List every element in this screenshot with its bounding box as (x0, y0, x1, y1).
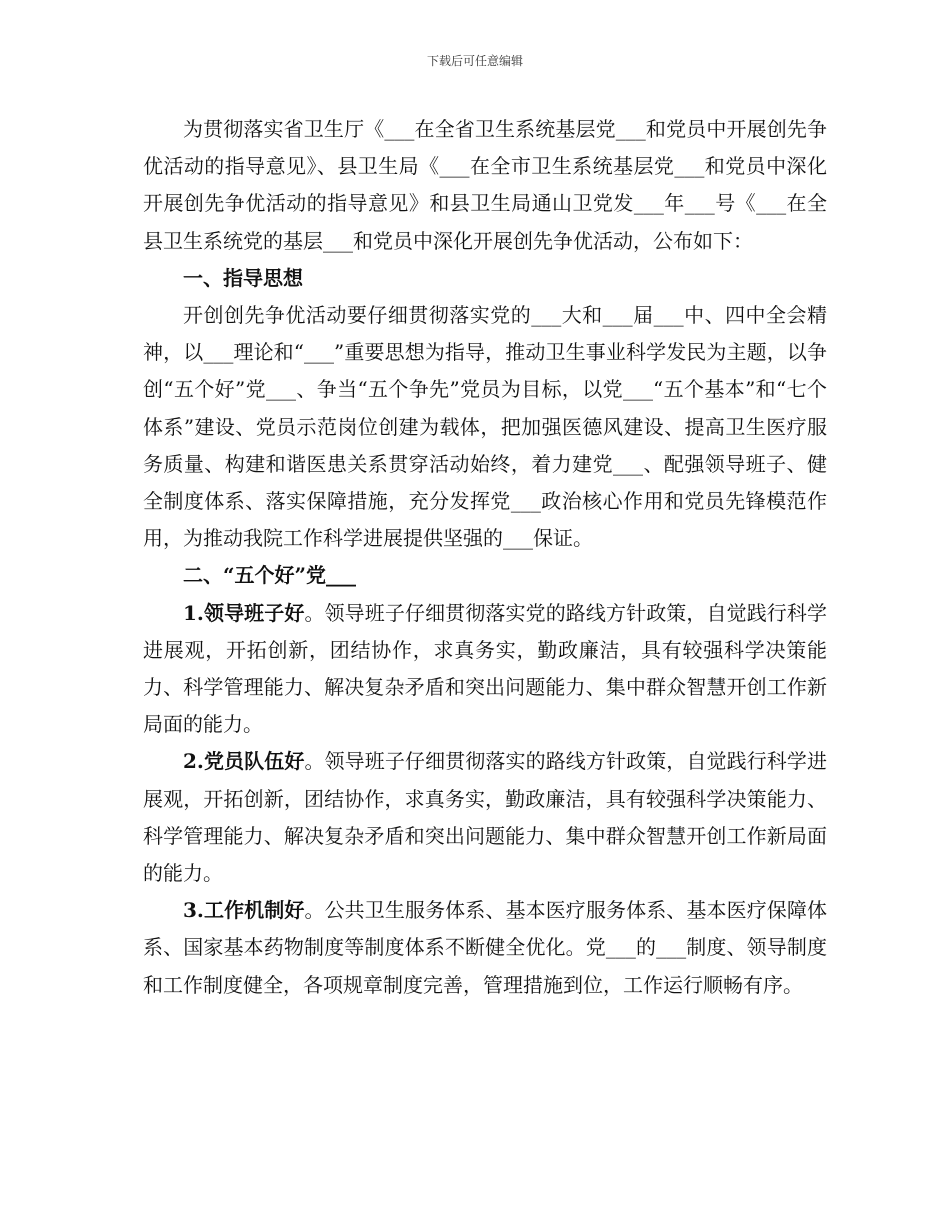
item-members (143, 743, 827, 892)
page-header: 下载后可任意编辑 (426, 54, 523, 68)
item-lead-leadership: 1.领导班子好 (183, 600, 305, 625)
item-lead-members: 2.党员队伍好 (183, 749, 305, 774)
intro-paragraph: 为贯彻落实省卫生厅《___在全省卫生系统基层党___和党员中开展创先争优活动的指导意见》、县卫生局《___在全市卫生系统基层党___和党员中深化开展创先争优活动的指导意见》和县卫生局通山卫党发___年___号《___在全县卫生系统党的基层___和党员中深化开展创先争优活动，公布如下： (143, 117, 827, 253)
item-lead-mechanism: 3.工作机制好 (183, 898, 305, 923)
guiding-thought-paragraph: 开创创先争优活动要仔细贯彻落实党的___大和___届___中、四中全会精神，以___理论和“___”重要思想为指导，推动卫生事业科学发民为主题，以争创“五个好”党___、争当“五个争先”党员为目标，以党___“五个基本”和“七个体系”建设、党员示范岗位创建为载体，把加强医德风建设、提高卫生医疗服务质量、构建和谐医患关系贯穿活动始终，着力建党___、配强领导班子、健全制度体系、落实保障措施，充分发挥党___政治核心作用和党员先锋模范作用，为推动我院工作科学进展提供坚强的___保证。 (143, 303, 827, 551)
section-heading-five-goods: 二、“五个好”党___ (183, 563, 357, 588)
item-leadership (143, 595, 827, 744)
item-text-leadership: 。领导班子仔细贯彻落实党的路线方针政策，自觉践行科学进展观，开拓创新，团结协作，求真务实，勤政廉洁，具有较强科学决策能力、科学管理能力、解决复杂矛盾和突出问题能力、集中群众智慧开创工作新局面的能力。 (143, 600, 827, 737)
document-body (143, 111, 827, 1004)
item-text-members: 。领导班子仔细贯彻落实的路线方针政策，自觉践行科学进展观，开拓创新，团结协作，求真务实，勤政廉洁，具有较强科学决策能力、科学管理能力、解决复杂矛盾和突出问题能力、集中群众智慧开创工作新局面的能力。 (143, 749, 827, 886)
item-text-mechanism: 。公共卫生服务体系、基本医疗服务体系、基本医疗保障体系、国家基本药物制度等制度体系不断健全优化。党___的___制度、领导制度和工作制度健全，各项规章制度完善，管理措施到位，工作运行顺畅有序。 (143, 898, 827, 997)
item-mechanism (143, 892, 827, 1004)
section-heading-guiding-thought: 一、指导思想 (183, 265, 303, 290)
